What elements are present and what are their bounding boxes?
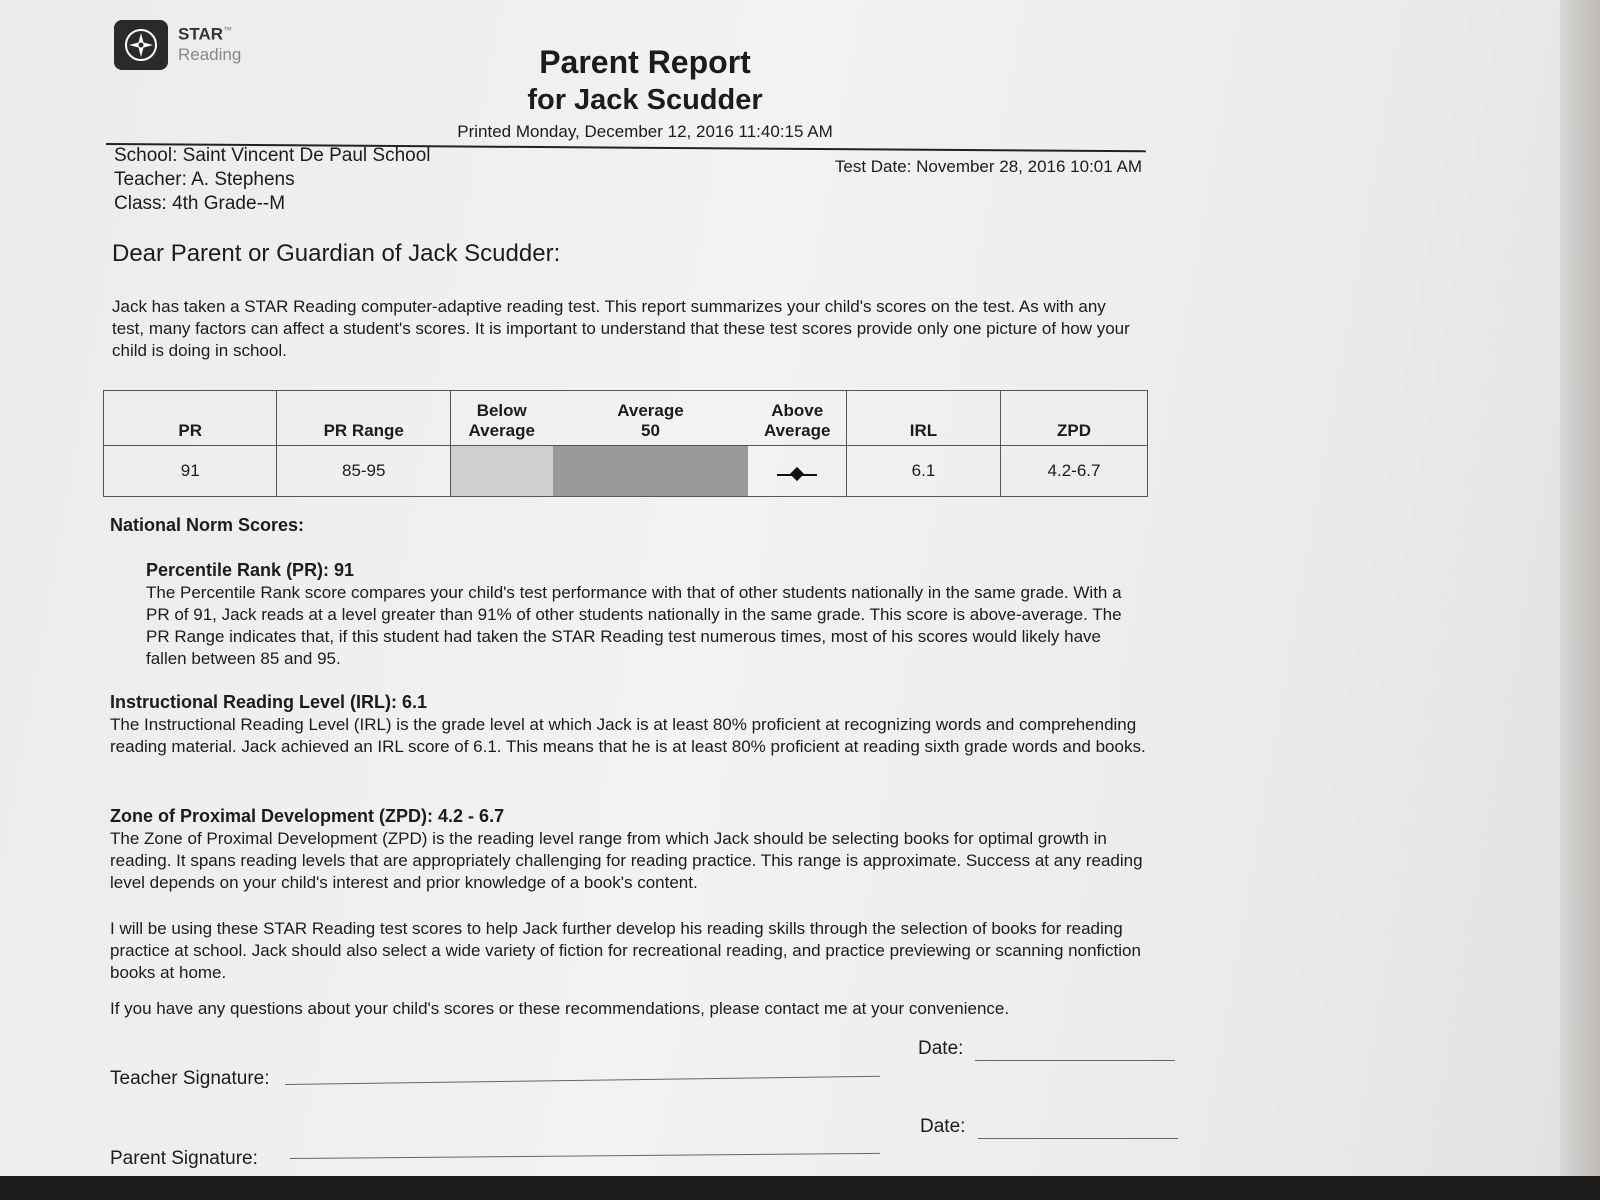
cell-above-average bbox=[748, 446, 846, 497]
cell-average-band bbox=[553, 446, 749, 497]
salutation: Dear Parent or Guardian of Jack Scudder: bbox=[112, 240, 561, 267]
header-above-average: Above Average bbox=[748, 391, 846, 446]
pr-heading: Percentile Rank (PR): 91 bbox=[146, 560, 355, 580]
class-name: Class: 4th Grade--M bbox=[114, 193, 286, 214]
teacher-signature-label: Teacher Signature: bbox=[110, 1068, 270, 1089]
table-row bbox=[104, 446, 1148, 497]
test-date: Test Date: November 28, 2016 10:01 AM bbox=[834, 157, 1142, 176]
zpd-heading: Zone of Proximal Development (ZPD): 4.2 - 6.7 bbox=[110, 806, 505, 826]
pr-body: The Percentile Rank score compares your child's test performance with that of other students nationally in the same grade. With a PR of 91, Jack reads at a level greater than 91% of other students nationally in the same grade. This score is above-average. The PR Range indicates that, if this student had taken the STAR Reading test numerous times, most of his scores would likely have fallen between 85 and 95. bbox=[146, 583, 1122, 668]
background-table-edge bbox=[0, 1176, 1600, 1200]
cell-pr: 91 bbox=[104, 446, 277, 497]
printed-date: Printed Monday, December 12, 2016 11:40:15 AM bbox=[457, 122, 833, 141]
school-name: School: Saint Vincent De Paul School bbox=[114, 145, 431, 166]
header-below-average: Below Average bbox=[450, 391, 552, 446]
parent-signature-label: Parent Signature: bbox=[110, 1148, 258, 1169]
intro-paragraph: Jack has taken a STAR Reading computer-adaptive reading test. This report summarizes your child's scores on the test. As with any test, many factors can affect a student's scores. It is important to understand that these test scores provide only one picture of how your child is doing in school. bbox=[112, 297, 1130, 360]
cell-irl: 6.1 bbox=[846, 446, 1000, 497]
header-pr-range: PR Range bbox=[277, 391, 450, 446]
logo-brand: STAR bbox=[178, 24, 224, 44]
norm-scores-heading: National Norm Scores: bbox=[110, 515, 305, 535]
parent-date-label: Date: bbox=[920, 1116, 966, 1137]
irl-body: The Instructional Reading Level (IRL) is the grade level at which Jack is at least 80% proficient at recognizing words and comprehending reading material. Jack achieved an IRL score of 6.1. This means that he is at least 80% proficient at reading sixth grade words and books. bbox=[110, 715, 1146, 756]
parent-signature-line[interactable] bbox=[290, 1153, 880, 1159]
cell-below-average bbox=[450, 446, 552, 497]
plan-paragraph: I will be using these STAR Reading test scores to help Jack further develop his reading skills through the selection of books for reading practice at school. Jack should also select a wide variety of fiction for recreational reading, and practice previewing or scanning nonfiction books at home. bbox=[110, 919, 1141, 982]
contact-paragraph: If you have any questions about your child's scores or these recommendations, please contact me at your convenience. bbox=[110, 999, 1010, 1018]
report-subtitle: for Jack Scudder bbox=[527, 84, 763, 116]
teacher-name: Teacher: A. Stephens bbox=[114, 169, 295, 190]
scores-table bbox=[103, 390, 1148, 497]
parent-date-line[interactable] bbox=[978, 1138, 1178, 1139]
cell-zpd: 4.2-6.7 bbox=[1001, 446, 1148, 497]
report-title: Parent Report bbox=[539, 44, 751, 80]
teacher-signature-line[interactable] bbox=[285, 1076, 880, 1085]
teacher-date-label: Date: bbox=[918, 1038, 964, 1059]
page-edge-shadow bbox=[1560, 0, 1600, 1200]
cell-pr-range: 85-95 bbox=[277, 446, 450, 497]
header-irl: IRL bbox=[846, 391, 1000, 446]
class-info bbox=[114, 144, 431, 216]
logo-product: Reading bbox=[178, 45, 242, 65]
irl-heading: Instructional Reading Level (IRL): 6.1 bbox=[110, 692, 428, 712]
header-average-50: Average 50 bbox=[553, 391, 749, 446]
header-zpd: ZPD bbox=[1001, 391, 1148, 446]
logo-tm: ™ bbox=[223, 25, 233, 35]
score-marker bbox=[777, 474, 817, 476]
teacher-date-line[interactable] bbox=[975, 1060, 1175, 1061]
header-pr: PR bbox=[104, 391, 277, 446]
zpd-body: The Zone of Proximal Development (ZPD) is the reading level range from which Jack should be selecting books for optimal growth in reading. It spans reading levels that are appropriately challenging for reading practice. This range is approximate. Success at any reading level depends on your child's interest and prior knowledge of a book's content. bbox=[110, 829, 1143, 892]
